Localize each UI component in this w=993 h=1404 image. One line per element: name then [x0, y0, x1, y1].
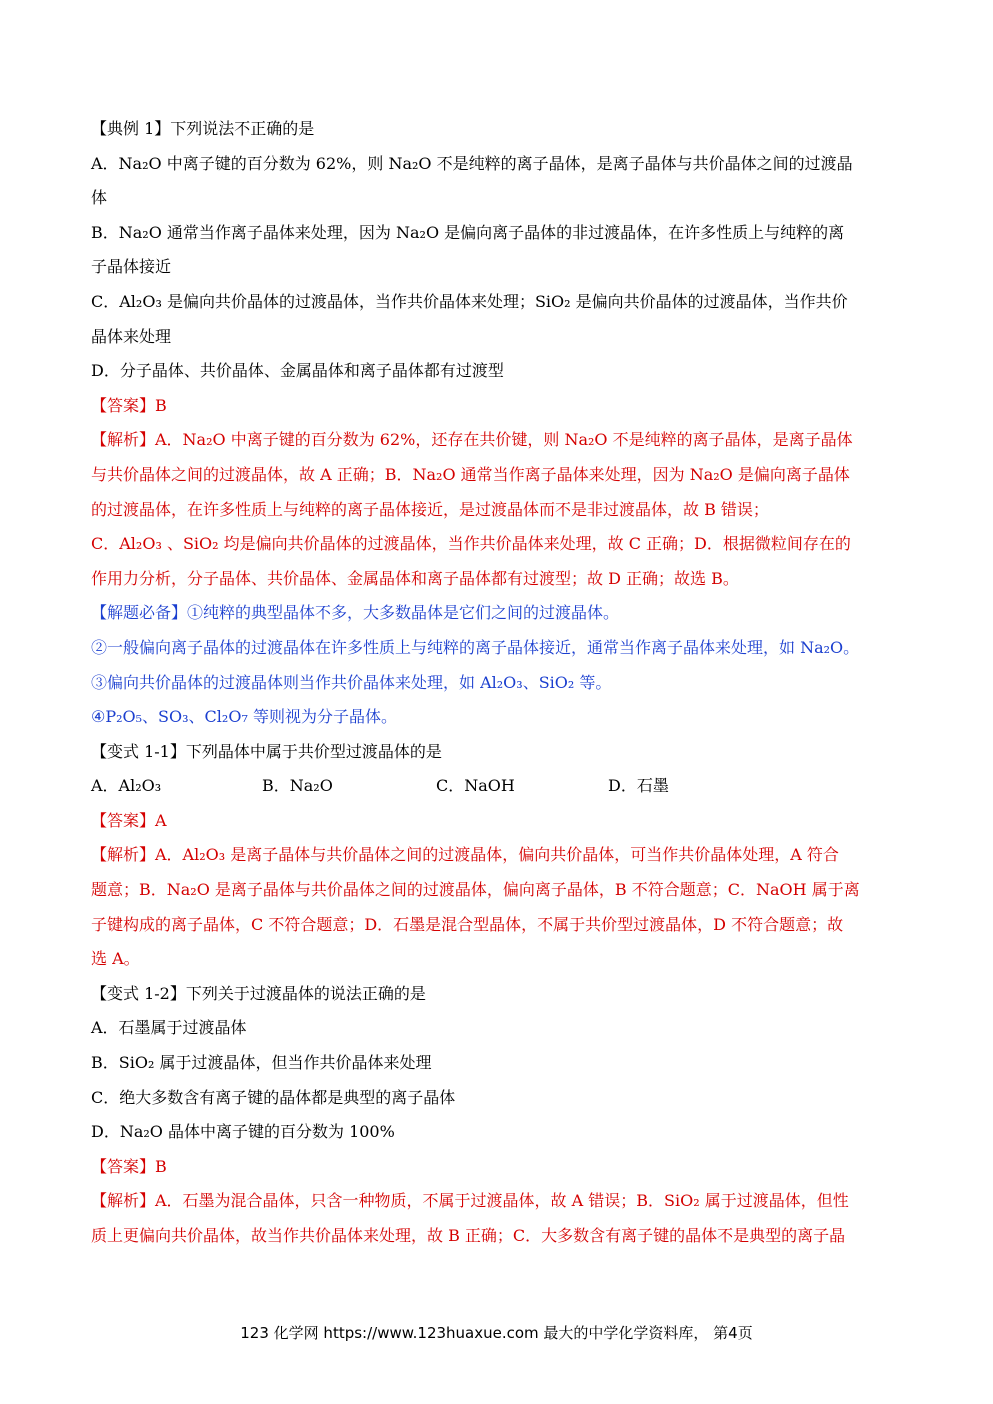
example-1-option-c: C．Al₂O₃ 是偏向共价晶体的过渡晶体，当作共价晶体来处理；SiO₂ 是偏向共价晶体的过渡晶体，当作共价 — [91, 291, 848, 311]
option-a: A．Al₂O₃ — [91, 776, 162, 796]
example-1-option-b: B．Na₂O 通常当作离子晶体来处理，因为 Na₂O 是偏向离子晶体的非过渡晶体，在许多性质上与纯粹的离 — [91, 222, 845, 242]
variant-1-2-explanation-line: 【解析】A．石墨为混合晶体，只含一种物质，不属于过渡晶体，故 A 错误；B．SiO₂ 属于过渡晶体，但性 — [91, 1191, 849, 1211]
tips-line: ④P₂O₅、SO₃、Cl₂O₇ 等则视为分子晶体。 — [91, 707, 397, 727]
option-b: B．Na₂O — [262, 776, 333, 796]
example-1-question: 【典例 1】下列说法不正确的是 — [91, 119, 315, 138]
variant-1-1-options — [91, 769, 903, 804]
variant-1-1-answer: 【答案】A — [91, 810, 167, 830]
variant-1-2-question: 【变式 1-2】下列关于过渡晶体的说法正确的是 — [91, 983, 426, 1003]
variant-1-2-option-a: A．石墨属于过渡晶体 — [91, 1018, 247, 1038]
variant-1-1-explanation-line: 子键构成的离子晶体，C 不符合题意；D．石墨是混合型晶体，不属于共价型过渡晶体，D 不符合题意；故 — [91, 914, 844, 934]
example-1-option-b-cont: 子晶体接近 — [91, 257, 172, 277]
option-c: C．NaOH — [436, 776, 515, 796]
example-1-explanation-line: 【解析】A．Na₂O 中离子键的百分数为 62%，还存在共价键，则 Na₂O 不是纯粹的离子晶体，是离子晶体 — [91, 430, 853, 450]
example-1-answer: 【答案】B — [91, 395, 167, 415]
variant-1-1-question: 【变式 1-1】下列晶体中属于共价型过渡晶体的是 — [91, 741, 442, 761]
example-1-explanation-line: 的过渡晶体，在许多性质上与纯粹的离子晶体接近，是过渡晶体而不是非过渡晶体，故 B 错误； — [91, 499, 769, 519]
variant-1-2-answer: 【答案】B — [91, 1156, 167, 1176]
example-1-option-a-cont: 体 — [91, 188, 108, 208]
variant-1-1-explanation-line: 【解析】A．Al₂O₃ 是离子晶体与共价晶体之间的过渡晶体，偏向共价晶体，可当作共价晶体处理，A 符合 — [91, 845, 839, 865]
variant-1-2-option-c: C．绝大多数含有离子键的晶体都是典型的离子晶体 — [91, 1087, 456, 1107]
page-footer: 123 化学网 https://www.123huaxue.com 最大的中学化学资料库， 第4页 — [240, 1324, 753, 1342]
example-1-explanation-line: C．Al₂O₃ 、SiO₂ 均是偏向共价晶体的过渡晶体，当作共价晶体来处理，故 C 正确；D．根据微粒间存在的 — [91, 534, 851, 554]
variant-1-1-explanation-line: 选 A。 — [91, 949, 140, 969]
tips-line: 【解题必备】①纯粹的典型晶体不多，大多数晶体是它们之间的过渡晶体。 — [91, 603, 620, 623]
example-1-option-d: D．分子晶体、共价晶体、金属晶体和离子晶体都有过渡型 — [91, 361, 504, 381]
document-body — [91, 112, 903, 1254]
variant-1-2-option-d: D．Na₂O 晶体中离子键的百分数为 100% — [91, 1122, 395, 1142]
tips-line: ③偏向共价晶体的过渡晶体则当作共价晶体来处理，如 Al₂O₃、SiO₂ 等。 — [91, 672, 612, 692]
variant-1-2-explanation-line: 质上更偏向共价晶体，故当作共价晶体来处理，故 B 正确；C．大多数含有离子键的晶体不是典型的离子晶 — [91, 1226, 846, 1245]
variant-1-1-explanation-line: 题意；B．Na₂O 是离子晶体与共价晶体之间的过渡晶体，偏向离子晶体，B 不符合题意；C．NaOH 属于离 — [91, 880, 860, 900]
example-1-explanation-line: 作用力分析，分子晶体、共价晶体、金属晶体和离子晶体都有过渡型；故 D 正确；故选 B。 — [91, 568, 739, 588]
example-1-explanation-line: 与共价晶体之间的过渡晶体，故 A 正确；B．Na₂O 通常当作离子晶体来处理，因为 Na₂O 是偏向离子晶体 — [91, 464, 850, 484]
variant-1-2-option-b: B．SiO₂ 属于过渡晶体，但当作共价晶体来处理 — [91, 1053, 432, 1073]
example-1-option-a: A．Na₂O 中离子键的百分数为 62%，则 Na₂O 不是纯粹的离子晶体，是离子晶体与共价晶体之间的过渡晶 — [91, 153, 853, 173]
tips-line: ②一般偏向离子晶体的过渡晶体在许多性质上与纯粹的离子晶体接近，通常当作离子晶体来处理，如 Na₂O。 — [91, 637, 860, 657]
option-d: D．石墨 — [608, 776, 669, 796]
example-1-option-c-cont: 晶体来处理 — [91, 326, 172, 346]
